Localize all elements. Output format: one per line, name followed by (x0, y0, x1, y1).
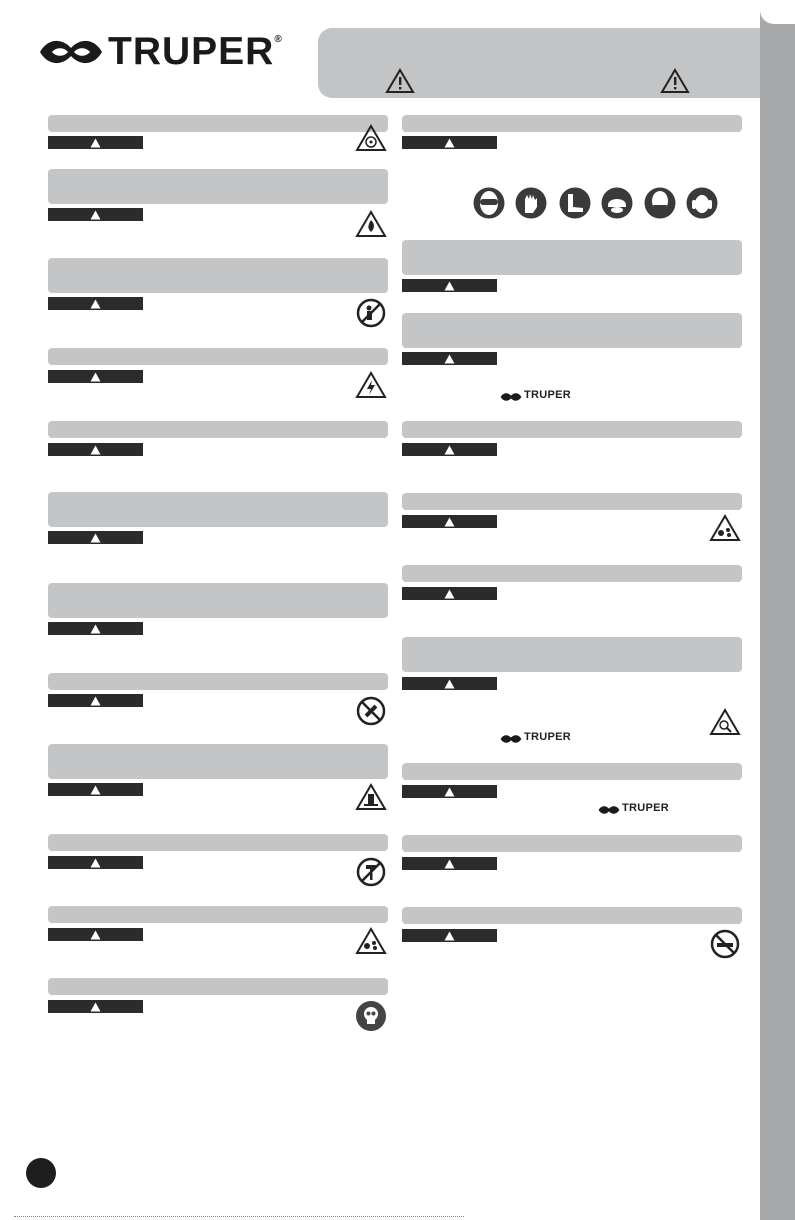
warning-label (402, 929, 497, 942)
no-smoking-icon (710, 929, 740, 959)
warning-triangle-icon (660, 68, 690, 94)
safety-boots-icon (559, 187, 591, 219)
section-bar (48, 421, 388, 438)
mini-logo-text: TRUPER (622, 802, 670, 814)
section-bar (402, 907, 742, 924)
section-bar (402, 313, 742, 348)
electric-shock-icon (355, 371, 387, 399)
section-bar (402, 565, 742, 582)
warning-triangle-icon (90, 138, 101, 148)
section-bar (48, 492, 388, 527)
warning-triangle-icon (444, 679, 455, 689)
truper-mini-logo (598, 802, 670, 815)
ear-protection-icon (686, 187, 718, 219)
warning-label (48, 783, 143, 796)
section-bar (402, 835, 742, 852)
mini-logo-text: TRUPER (524, 731, 572, 743)
no-children-icon (356, 298, 386, 328)
warning-triangle-icon (444, 787, 455, 797)
warning-triangle-icon (90, 533, 101, 543)
warning-triangle-icon (90, 299, 101, 309)
section-bar (48, 583, 388, 618)
flying-debris-icon (709, 514, 741, 542)
warning-label (48, 136, 143, 149)
warning-triangle-icon (90, 1002, 101, 1012)
section-bar (402, 240, 742, 275)
warning-label (48, 622, 143, 635)
crush-hazard-icon (355, 783, 387, 811)
mini-logo-text: TRUPER (524, 389, 572, 401)
side-strip (760, 0, 795, 1220)
brand-name-text: TRUPER (108, 30, 275, 73)
hard-hat-icon (601, 187, 633, 219)
section-bar (48, 348, 388, 365)
warning-triangle-icon (444, 931, 455, 941)
warning-triangle-icon (90, 696, 101, 706)
warning-label (48, 531, 143, 544)
no-tools-icon (356, 696, 386, 726)
warning-label (48, 856, 143, 869)
warning-label (48, 694, 143, 707)
warning-triangle-icon (444, 138, 455, 148)
warning-label (402, 587, 497, 600)
warning-label (402, 857, 497, 870)
truper-logo (38, 30, 288, 74)
section-bar (402, 493, 742, 510)
section-bar (48, 744, 388, 779)
warning-triangle-icon (90, 785, 101, 795)
toxic-skull-icon (355, 1000, 387, 1032)
brand-name (108, 30, 283, 74)
safety-gloves-icon (515, 187, 547, 219)
section-bar (48, 834, 388, 851)
safety-goggles-icon (473, 187, 505, 219)
warning-label (48, 297, 143, 310)
warning-triangle-icon (444, 445, 455, 455)
top-tab (760, 0, 795, 24)
warning-label (48, 1000, 143, 1013)
warning-triangle-icon (444, 589, 455, 599)
warning-triangle-icon (444, 354, 455, 364)
warning-triangle-icon (90, 624, 101, 634)
warning-triangle-icon (385, 68, 415, 94)
truper-mini-logo (500, 389, 572, 402)
section-bar (48, 906, 388, 923)
brand-mark: ® (274, 34, 283, 45)
truper-emblem-icon (598, 804, 620, 816)
warning-label (48, 443, 143, 456)
warning-label (48, 928, 143, 941)
warning-label (48, 370, 143, 383)
truper-emblem-icon (38, 34, 104, 70)
section-bar (402, 763, 742, 780)
section-bar (48, 115, 388, 132)
warning-label (402, 785, 497, 798)
warning-label (402, 352, 497, 365)
truper-emblem-icon (500, 391, 522, 403)
warning-triangle-icon (90, 858, 101, 868)
warning-triangle-icon (444, 517, 455, 527)
warning-triangle-icon (90, 210, 101, 220)
bottom-rule (14, 1216, 464, 1217)
warning-label (402, 443, 497, 456)
section-bar (402, 637, 742, 672)
section-bar (402, 115, 742, 132)
section-bar (48, 673, 388, 690)
warning-triangle-icon (90, 372, 101, 382)
truper-emblem-icon (500, 733, 522, 745)
warning-triangle-icon (444, 859, 455, 869)
flying-debris-icon (355, 927, 387, 955)
inspect-magnifier-icon (709, 708, 741, 736)
warning-label (402, 136, 497, 149)
warning-triangle-icon (90, 930, 101, 940)
section-bar (402, 421, 742, 438)
section-bar (48, 169, 388, 204)
warning-triangle-icon (444, 281, 455, 291)
section-bar (48, 258, 388, 293)
truper-mini-logo (500, 731, 572, 744)
warning-triangle-icon (90, 445, 101, 455)
section-bar (48, 978, 388, 995)
flammable-icon (355, 210, 387, 238)
warning-label (402, 677, 497, 690)
page-number-dot (26, 1158, 56, 1188)
no-hammer-icon (356, 857, 386, 887)
dust-mask-icon (644, 187, 676, 219)
warning-label (402, 279, 497, 292)
warning-label (402, 515, 497, 528)
warning-label (48, 208, 143, 221)
radiation-hazard-icon (355, 124, 387, 152)
